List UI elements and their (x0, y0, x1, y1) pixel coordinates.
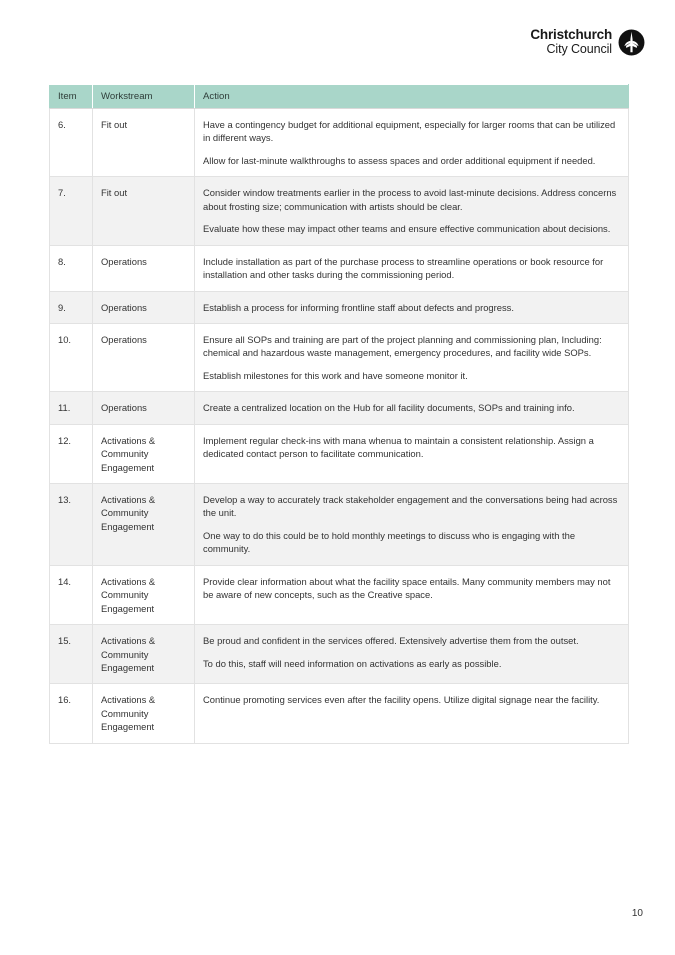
christchurch-city-council-emblem-icon (618, 29, 645, 56)
table-header-row (50, 85, 629, 109)
table-row (50, 109, 629, 177)
cell-item: 8. (50, 245, 93, 291)
action-paragraph: Continue promoting services even after the facility opens. Utilize digital signage near the facility. (203, 694, 600, 706)
action-paragraph: Consider window treatments earlier in the process to avoid last-minute decisions. Address concerns about frosting size; communication with artists should be clear. (203, 187, 617, 212)
action-paragraph: Provide clear information about what the facility space entails. Many community members may not be aware of new concepts, such as the Creative space. (203, 575, 611, 601)
table-row (50, 323, 629, 391)
column-header-workstream: Workstream (93, 85, 195, 109)
cell-workstream: Operations (93, 323, 195, 391)
cell-item: 7. (50, 177, 93, 245)
table-row (50, 625, 629, 684)
cell-workstream: Activations & Community Engagement (93, 424, 195, 483)
cell-action (195, 565, 629, 624)
recommendations-table-container (49, 84, 628, 744)
table-row (50, 177, 629, 245)
action-paragraph: Allow for last-minute walkthroughs to assess spaces and order additional equipment if needed. (203, 154, 596, 166)
cell-action (195, 424, 629, 483)
cell-item: 15. (50, 625, 93, 684)
cell-workstream: Activations & Community Engagement (93, 484, 195, 566)
cell-action (195, 625, 629, 684)
table-row (50, 245, 629, 291)
cell-workstream: Fit out (93, 109, 195, 177)
action-paragraph: Establish milestones for this work and have someone monitor it. (203, 369, 468, 381)
action-paragraph: Evaluate how these may impact other teams and ensure effective communication about decisions. (203, 223, 611, 235)
cell-action (195, 109, 629, 177)
cell-item: 13. (50, 484, 93, 566)
table-row (50, 424, 629, 483)
table-header (50, 85, 629, 109)
document-header (530, 28, 645, 56)
page-number: 10 (631, 908, 643, 919)
logo-title-line1: Christchurch (530, 27, 612, 42)
cell-workstream: Activations & Community Engagement (93, 565, 195, 624)
recommendations-table (49, 84, 629, 744)
cell-item: 9. (50, 291, 93, 323)
table-row (50, 684, 629, 743)
action-paragraph: Establish a process for informing frontline staff about defects and progress. (203, 301, 514, 313)
action-paragraph: Include installation as part of the purchase process to streamline operations or book resource for installation and other tasks during the commissioning period. (203, 255, 604, 281)
cell-action (195, 484, 629, 566)
cell-workstream: Activations & Community Engagement (93, 684, 195, 743)
table-row (50, 484, 629, 566)
cell-item: 14. (50, 565, 93, 624)
cell-action (195, 245, 629, 291)
cell-workstream: Operations (93, 392, 195, 424)
action-paragraph: Be proud and confident in the services offered. Extensively advertise them from the outset. (203, 635, 579, 647)
column-header-action: Action (195, 85, 629, 109)
cell-workstream: Activations & Community Engagement (93, 625, 195, 684)
cell-item: 10. (50, 323, 93, 391)
cell-action (195, 392, 629, 424)
table-body (50, 109, 629, 744)
table-row (50, 392, 629, 424)
cell-action (195, 323, 629, 391)
cell-workstream: Fit out (93, 177, 195, 245)
cell-workstream: Operations (93, 291, 195, 323)
cell-item: 6. (50, 109, 93, 177)
council-logo-wordmark (530, 28, 612, 56)
cell-action (195, 684, 629, 743)
action-paragraph: Ensure all SOPs and training are part of the project planning and commissioning plan, Including: chemical and hazardous waste management, emergency procedures, and facility wide SOPs. (203, 333, 602, 359)
cell-workstream: Operations (93, 245, 195, 291)
cell-action (195, 177, 629, 245)
action-paragraph: Implement regular check-ins with mana whenua to maintain a consistent relationship. Assign a dedicated contact person to facilitate communication. (203, 434, 594, 460)
logo-title-line2: City Council (546, 41, 612, 56)
action-paragraph: Have a contingency budget for additional equipment, especially for larger rooms that can be utilized in different ways. (203, 119, 616, 144)
cell-item: 12. (50, 424, 93, 483)
cell-item: 16. (50, 684, 93, 743)
cell-action (195, 291, 629, 323)
action-paragraph: Create a centralized location on the Hub for all facility documents, SOPs and training info. (203, 402, 575, 414)
action-paragraph: One way to do this could be to hold monthly meetings to discuss who is engaging with the community. (203, 529, 576, 555)
table-row (50, 291, 629, 323)
table-row (50, 565, 629, 624)
column-header-item: Item (50, 85, 93, 109)
action-paragraph: Develop a way to accurately track stakeholder engagement and the conversations being had across the unit. (203, 494, 618, 519)
action-paragraph: To do this, staff will need information on activations as early as possible. (203, 657, 502, 669)
cell-item: 11. (50, 392, 93, 424)
